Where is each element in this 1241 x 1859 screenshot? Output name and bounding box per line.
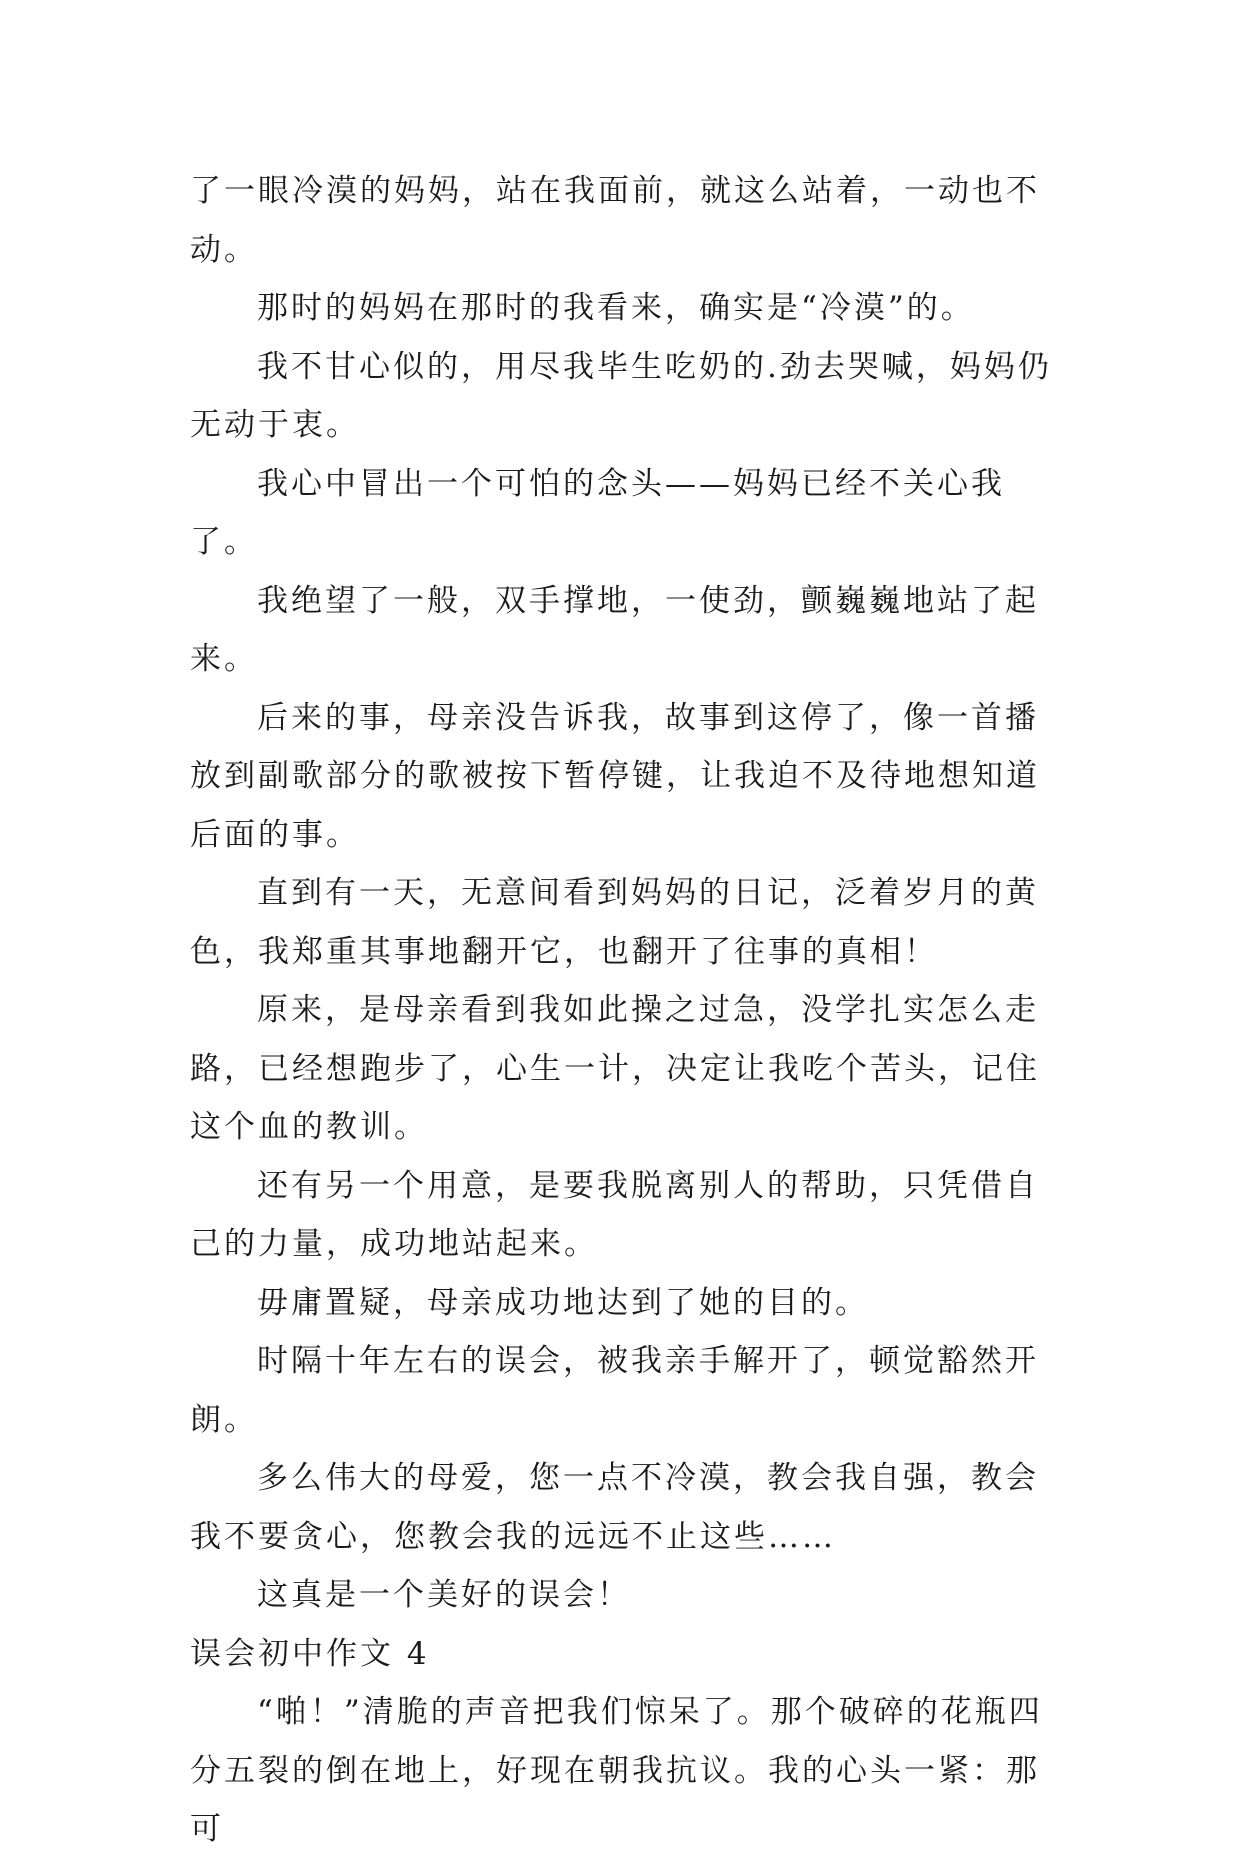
paragraph: 多么伟大的母爱，您一点不冷漠，教会我自强，教会我不要贪心，您教会我的远远不止这些……	[190, 1460, 1039, 1555]
paragraph: 时隔十年左右的误会，被我亲手解开了，顿觉豁然开朗。	[190, 1343, 1039, 1438]
paragraph: 原来，是母亲看到我如此操之过急，没学扎实怎么走路，已经想跑步了，心生一计，决定让我吃个苦头，记住这个血的教训。	[190, 992, 1040, 1145]
paragraph: 我心中冒出一个可怕的念头——妈妈已经不关心我了。	[190, 465, 1005, 560]
paragraph: 还有另一个用意，是要我脱离别人的帮助，只凭借自己的力量，成功地站起来。	[190, 1167, 1039, 1262]
paragraph: “啪！”清脆的声音把我们惊呆了。那个破碎的花瓶四分五裂的倒在地上，好现在朝我抗议。我的心头一紧：那可	[190, 1694, 1043, 1847]
document-body	[190, 162, 1070, 1859]
paragraph: 后来的事，母亲没告诉我，故事到这停了，像一首播放到副歌部分的歌被按下暂停键，让我迫不及待地想知道后面的事。	[190, 699, 1040, 853]
section-heading: 误会初中作文 4	[190, 1635, 430, 1672]
paragraph: 直到有一天，无意间看到妈妈的日记，泛着岁月的黄色，我郑重其事地翻开它，也翻开了往事的真相！	[190, 875, 1039, 970]
paragraph: 那时的妈妈在那时的我看来，确实是“冷漠”的。	[257, 290, 975, 326]
paragraph: 毋庸置疑，母亲成功地达到了她的目的。	[257, 1284, 869, 1321]
paragraph: 我不甘心似的，用尽我毕生吃奶的.劲去哭喊，妈妈仍无动于衷。	[190, 348, 1052, 443]
paragraph: 这真是一个美好的误会！	[257, 1577, 631, 1613]
paragraph-continuation: 了一眼冷漠的妈妈，站在我面前，就这么站着，一动也不动。	[190, 173, 1040, 268]
paragraph: 我绝望了一般，双手撑地，一使劲，颤巍巍地站了起来。	[190, 582, 1039, 677]
